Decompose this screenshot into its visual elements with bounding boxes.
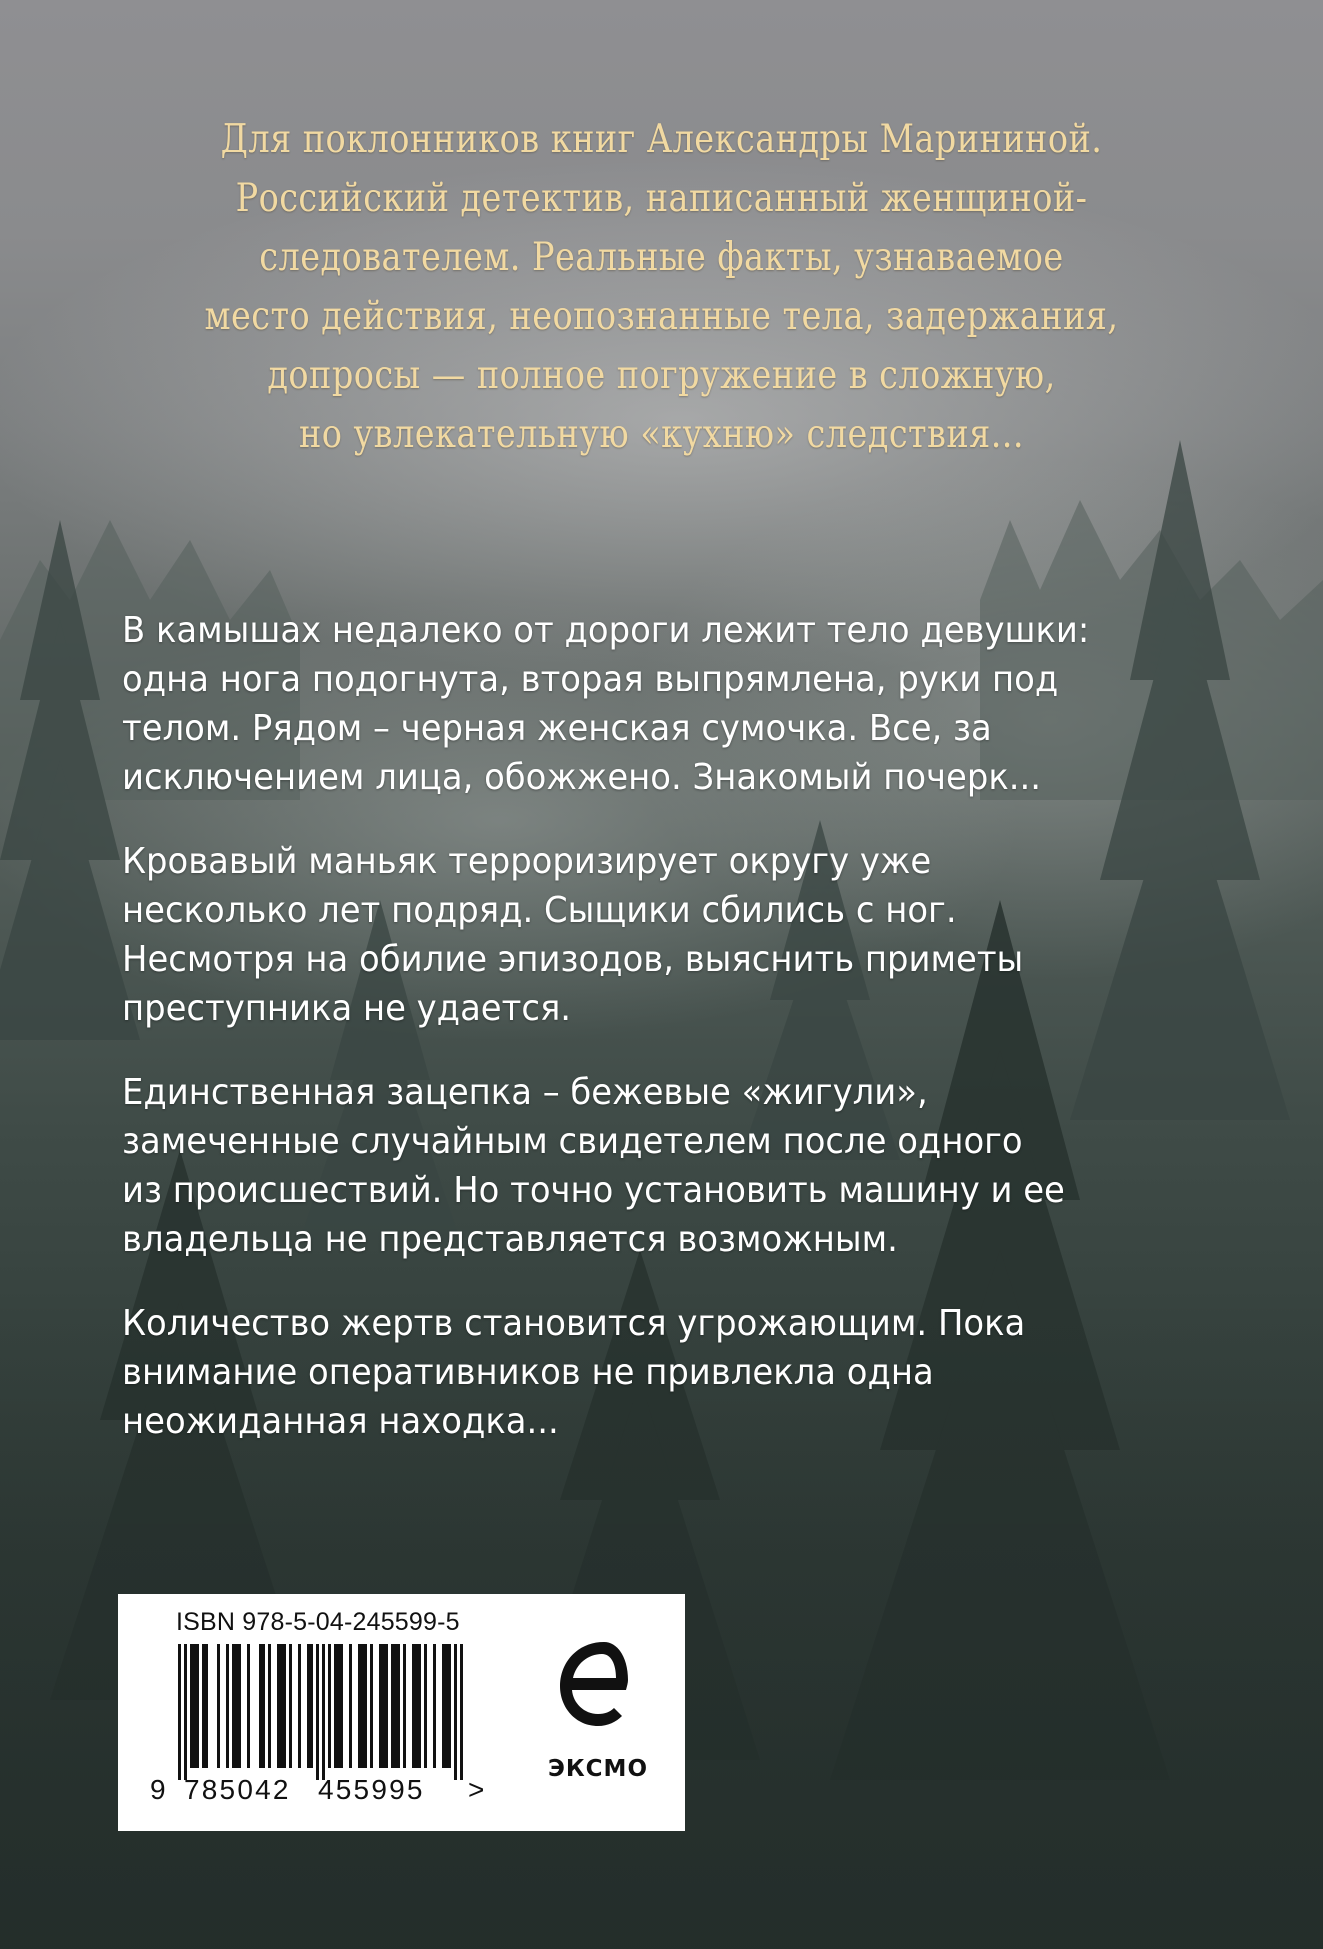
barcode-bar (424, 1644, 427, 1768)
barcode-bar (277, 1644, 280, 1768)
tagline-line: допросы — полное погружение в сложную, (267, 353, 1056, 398)
synopsis-line: телом. Рядом – черная женская сумочка. Все, за (122, 708, 992, 749)
barcode-bar (349, 1644, 352, 1768)
synopsis-line: из происшествий. Но точно установить машину и ее (122, 1170, 1065, 1211)
barcode-bar (370, 1644, 373, 1768)
barcode-bar (268, 1644, 271, 1768)
barcode-bar (298, 1644, 301, 1768)
tagline (170, 110, 1153, 464)
barcode-bar (433, 1644, 436, 1768)
synopsis-line: Несмотря на обилие эпизодов, выяснить приметы (122, 939, 1024, 980)
synopsis-line: В камышах недалеко от дороги лежит тело девушки: (122, 610, 1090, 651)
synopsis-line: преступника не удается. (122, 988, 572, 1029)
barcode-bar (448, 1644, 451, 1768)
synopsis-line: Единственная зацепка – бежевые «жигули», (122, 1072, 928, 1113)
barcode-bar (307, 1644, 310, 1768)
barcode-bar (289, 1644, 292, 1768)
barcode-bar (337, 1644, 340, 1768)
tagline-line: Для поклонников книг Александры Марининой. (220, 117, 1103, 162)
barcode-bar (190, 1644, 193, 1768)
barcode-bar (379, 1644, 382, 1768)
barcode-bar (358, 1644, 361, 1768)
barcode-bar (364, 1644, 367, 1768)
synopsis-line: замеченные случайным свидетелем после одного (122, 1121, 1023, 1162)
barcode (148, 1644, 488, 1780)
synopsis-line: владельца не представляется возможным. (122, 1219, 898, 1260)
barcode-digits-right: 455995 (318, 1774, 425, 1805)
barcode-panel (118, 1594, 685, 1831)
barcode-digit-first: 9 (150, 1774, 166, 1805)
synopsis-line: Кровавый маньяк терроризирует округу уже (122, 841, 932, 882)
barcode-bar (280, 1644, 283, 1768)
barcode-bar (334, 1644, 337, 1768)
synopsis-line: Количество жертв становится угрожающим. Пока (122, 1303, 1026, 1344)
barcode-bar (217, 1644, 220, 1768)
barcode-bar (178, 1644, 181, 1780)
synopsis-paragraph (122, 1299, 1156, 1446)
isbn-label: ISBN 978-5-04-245599-5 (176, 1608, 460, 1636)
barcode-bar (328, 1644, 331, 1768)
barcode-bar (322, 1644, 325, 1780)
barcode-bar (385, 1644, 388, 1768)
barcode-bar (202, 1644, 205, 1768)
synopsis-line: неожиданная находка... (122, 1401, 559, 1442)
barcode-bar (415, 1644, 418, 1768)
synopsis-line: внимание оперативников не привлекла одна (122, 1352, 934, 1393)
barcode-bar (310, 1644, 313, 1768)
barcode-bar (235, 1644, 238, 1768)
barcode-bar (454, 1644, 457, 1780)
tagline-line: но увлекательную «кухню» следствия... (299, 412, 1024, 457)
barcode-bar (403, 1644, 406, 1768)
barcode-bar (412, 1644, 415, 1768)
barcode-bar (397, 1644, 400, 1768)
tagline-line: следователем. Реальные факты, узнаваемое (259, 235, 1064, 280)
barcode-bar (442, 1644, 445, 1768)
barcode-bar (340, 1644, 343, 1768)
barcode-bar (418, 1644, 421, 1768)
barcode-bar (205, 1644, 208, 1768)
barcode-quiet-zone-arrow: > (468, 1774, 485, 1805)
barcode-bar (259, 1644, 262, 1768)
synopsis-paragraph (122, 837, 1156, 1033)
tagline-line: Российский детектив, написанный женщиной- (235, 176, 1088, 221)
barcode-bar (394, 1644, 397, 1768)
synopsis-line: исключением лица, обожжено. Знакомый почерк... (122, 757, 1042, 798)
synopsis-line: несколько лет подряд. Сыщики сбились с ног. (122, 890, 957, 931)
barcode-bar (361, 1644, 364, 1768)
synopsis-paragraph (122, 1068, 1156, 1264)
barcode-bar (445, 1644, 448, 1768)
synopsis (122, 606, 1222, 1481)
barcode-bar (196, 1644, 199, 1768)
synopsis-line: одна нога подогнута, вторая выпрямлена, руки под (122, 659, 1059, 700)
barcode-bar (184, 1644, 187, 1780)
publisher-name: ЭКСМО (548, 1756, 648, 1782)
barcode-digits-left: 785042 (184, 1774, 291, 1805)
barcode-bar (460, 1644, 463, 1780)
barcode-bar (232, 1644, 235, 1768)
barcode-bar (316, 1644, 319, 1780)
barcode-bar (193, 1644, 196, 1768)
eksmo-logo-icon (548, 1634, 638, 1734)
barcode-bar (382, 1644, 385, 1768)
barcode-bar (247, 1644, 250, 1768)
barcode-bar (283, 1644, 286, 1768)
barcode-bar (391, 1644, 394, 1768)
tagline-line: место действия, неопознанные тела, задержания, (204, 294, 1119, 339)
barcode-bar (238, 1644, 241, 1768)
barcode-bar (226, 1644, 229, 1768)
barcode-bar (262, 1644, 265, 1768)
synopsis-paragraph (122, 606, 1156, 802)
